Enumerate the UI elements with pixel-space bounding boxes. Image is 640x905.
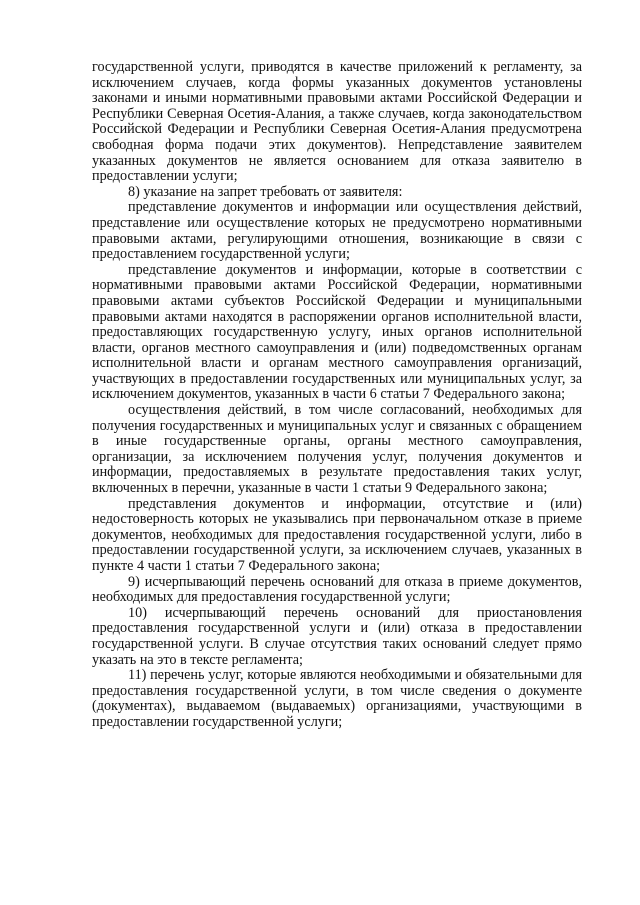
- paragraph-prohibition-actions: представление документов и информации или осуществления действий, представление или осуществление которых не предусмотрено нормативными правовыми актами, регулирующими отношения, возникающие в связи с предоставлением государственной услуги;: [92, 199, 582, 263]
- paragraph-item-10: 10) исчерпывающий перечень оснований для приостановления предоставления государственной услуги и (или) отказа в предоставлении государственной услуги. В случае отсутствия таких оснований следует прямо указать на это в тексте регламента;: [92, 604, 582, 668]
- paragraph-prohibition-approvals: осуществления действий, в том числе согласований, необходимых для получения государственных и муниципальных услуг и связанных с обращением в иные государственные органы, органы местного самоуправления, организации, за исключением получения услуг, получения документов и информации, предоставляемых в результате предоставления таких услуг, включенных в перечни, указанные в части 1 статьи 9 Федерального закона;: [92, 402, 582, 497]
- paragraph-documents-forms: государственной услуги, приводятся в качестве приложений к регламенту, за исключением случаев, когда формы указанных документов установлены законами и иными нормативными правовыми актами Российской Федерации и Республики Северная Осетия-Алания, а также случаев, когда законодательством Российской Федерации и Республики Северная Осетия-Алания предусмотрена свободная форма подачи этих документов). Непредставление заявителем указанных документов не является основанием для отказа заявителю в предоставлении услуги;: [92, 59, 582, 185]
- paragraph-item-9: 9) исчерпывающий перечень оснований для отказа в приеме документов, необходимых для предоставления государственной услуги;: [92, 573, 582, 606]
- paragraph-item-8-prohibition: 8) указание на запрет требовать от заявителя:: [128, 183, 403, 200]
- document-body: [92, 60, 582, 731]
- paragraph-prohibition-missing-info: представления документов и информации, отсутствие и (или) недостоверность которых не указывались при первоначальном отказе в приеме документов, необходимых для предоставления государственной услуги, либо в предоставлении государственной услуги, за исключением случаев, указанных в пункте 4 части 1 статьи 7 Федерального закона;: [92, 495, 582, 574]
- paragraph-prohibition-documents: представление документов и информации, которые в соответствии с нормативными правовыми актами Российской Федерации, нормативными правовыми актами субъектов Российской Федерации и муниципальными правовыми актами находятся в распоряжении органов исполнительной власти, предоставляющих государственную услугу, иных органов исполнительной власти, органов местного самоуправления и (или) подведомственных органам исполнительной власти и органам местного самоуправления организаций, участвующих в предоставлении государственных или муниципальных услуг, за исключением документов, указанных в части 6 статьи 7 Федерального закона;: [92, 261, 582, 403]
- paragraph-item-11: 11) перечень услуг, которые являются необходимыми и обязательными для предоставления государственной услуги, в том числе сведения о документе (документах), выдаваемом (выдаваемых) организациями, участвующими в предоставлении государственной услуги;: [92, 667, 582, 730]
